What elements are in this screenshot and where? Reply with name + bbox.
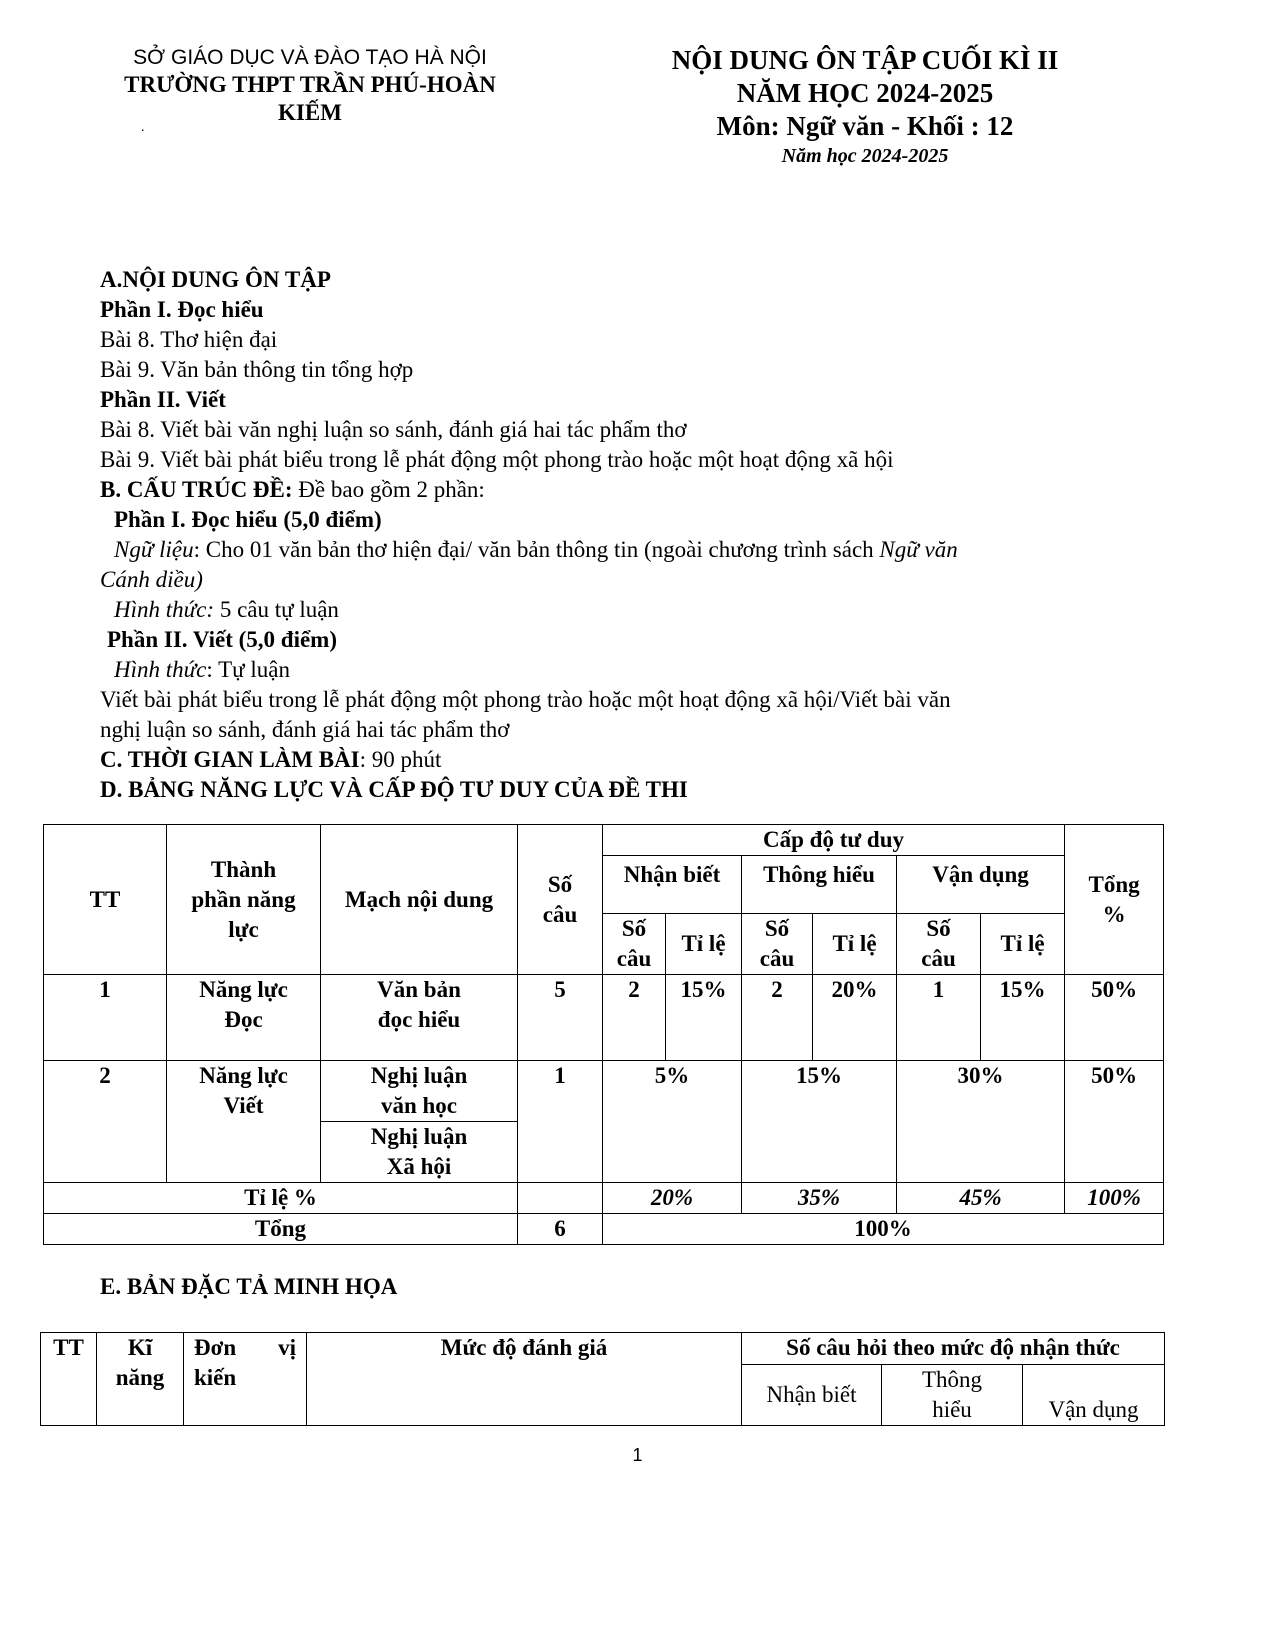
- th-th-so-cau: [742, 914, 813, 975]
- cell-total-percent: 100%: [603, 1214, 1164, 1245]
- section-a-part1-item: Bài 9. Văn bản thông tin tổng hợp: [100, 357, 414, 382]
- th-so-cau-l1: Số: [547, 871, 573, 897]
- th-muc-do-danh-gia: Mức độ đánh giá: [307, 1333, 742, 1426]
- ratio-row: [44, 1183, 1164, 1214]
- th-don-vi-l1: [194, 1333, 296, 1363]
- doc-school-year: NĂM HỌC 2024-2025: [736, 78, 994, 108]
- department-name: SỞ GIÁO DỤC VÀ ĐÀO TẠO HÀ NỘI: [133, 46, 487, 69]
- spec-table: [40, 1332, 1165, 1426]
- header-right: [620, 44, 1110, 169]
- doc-title: NỘI DUNG ÔN TẬP CUỐI KÌ II: [671, 45, 1059, 75]
- cell-nb: 5%: [603, 1061, 742, 1183]
- cell-total-so-cau: 6: [518, 1214, 603, 1245]
- section-b-part2-heading: Phần II. Viết (5,0 điểm): [107, 627, 337, 652]
- th-vd-so-cau: [897, 914, 981, 975]
- section-a-heading: A.NỘI DUNG ÔN TẬP: [100, 267, 331, 292]
- th-so-cau-hoi: Số câu hỏi theo mức độ nhận thức: [742, 1333, 1165, 1365]
- doc-year-italic: Năm học 2024-2025: [781, 145, 949, 167]
- cell-nang-luc-l2: Viết: [223, 1093, 264, 1118]
- cell-mach: [321, 1061, 518, 1122]
- th-ki-nang-l1: Kĩ: [127, 1335, 153, 1360]
- th-so-cau: [518, 825, 603, 975]
- th-vd-so-cau-l1: Số: [926, 916, 951, 941]
- cell-nb-so: 2: [603, 975, 666, 1061]
- cell-nang-luc-l1: Năng lực: [199, 977, 288, 1002]
- cell-nang-luc: [167, 975, 321, 1061]
- section-c-heading: C. THỜI GIAN LÀM BÀI: [100, 747, 360, 772]
- header-left: [100, 44, 520, 127]
- section-a-part1-item: Bài 8. Thơ hiện đại: [100, 327, 278, 352]
- hinh-thuc-2-line: [100, 655, 1180, 685]
- th-don-vi-word1: Đơn: [194, 1335, 237, 1360]
- th-vd-so-cau-l2: câu: [921, 946, 956, 971]
- section-d-heading: D. BẢNG NĂNG LỰC VÀ CẤP ĐỘ TƯ DUY CỦA ĐỀ THI: [100, 777, 688, 802]
- cell-nang-luc-l1: Năng lực: [199, 1063, 288, 1088]
- ngu-lieu-text: : Cho 01 văn bản thơ hiện đại/ văn bản thông tin (ngoài chương trình sách: [193, 537, 880, 562]
- th-nb-ti-le: Tỉ lệ: [666, 914, 742, 975]
- th-th-so-cau-l2: câu: [759, 946, 795, 971]
- hinh-thuc-2-text: : Tự luận: [206, 657, 290, 682]
- total-row: [44, 1214, 1164, 1245]
- th-thong-hieu: [882, 1365, 1023, 1426]
- th-tong: [1065, 825, 1164, 975]
- th-thong-hieu-l2: hiểu: [932, 1397, 972, 1422]
- cell-vd-so: 1: [897, 975, 981, 1061]
- cell-th-so: 2: [742, 975, 813, 1061]
- ngu-lieu-line: [100, 535, 1180, 565]
- th-thong-hieu: Thông hiểu: [742, 856, 897, 914]
- cell-mach: [321, 975, 518, 1061]
- cell-ratio-label: Tỉ lệ %: [44, 1183, 518, 1214]
- cell-ratio-nb: 20%: [603, 1183, 742, 1214]
- th-th-so-cau-l1: Số: [764, 916, 790, 941]
- th-thanh-phan-l2: phần năng: [191, 886, 296, 912]
- th-tt: TT: [44, 825, 167, 975]
- th-ki-nang-l2: năng: [115, 1365, 165, 1390]
- cell-mach: [321, 1122, 518, 1183]
- section-b-part1-heading: Phần I. Đọc hiểu (5,0 điểm): [114, 507, 382, 532]
- hinh-thuc-1-label: Hình thức:: [114, 597, 215, 622]
- section-e-heading: E. BẢN ĐẶC TẢ MINH HỌA: [100, 1274, 398, 1299]
- cell-mach-l2: Xã hội: [386, 1154, 452, 1179]
- th-mach-noi-dung: Mạch nội dung: [321, 825, 518, 975]
- stray-dot: .: [141, 120, 145, 135]
- th-so-cau-l2: câu: [542, 901, 578, 927]
- cell-ratio-th: 35%: [742, 1183, 897, 1214]
- cell-mach-l1: Văn bản: [377, 977, 461, 1002]
- th-vd-ti-le: Tỉ lệ: [981, 914, 1065, 975]
- th-nb-so-cau-l1: Số: [621, 916, 647, 941]
- section-c-line: [100, 745, 1180, 775]
- part2-description-line1: Viết bài phát biểu trong lễ phát động một phong trào hoặc một hoạt động xã hội/Viết bài văn: [100, 687, 951, 712]
- cell-mach-l2: văn học: [380, 1093, 458, 1118]
- cell-mach-l2: đọc hiểu: [377, 1007, 461, 1032]
- section-b-heading-line: [100, 475, 1180, 505]
- th-don-vi-kien-thuc: [184, 1333, 307, 1426]
- th-tt: TT: [41, 1333, 97, 1426]
- cell-ratio-vd: 45%: [897, 1183, 1065, 1214]
- th-nhan-biet: Nhận biết: [742, 1365, 882, 1426]
- section-b-heading-rest: Đề bao gồm 2 phần:: [292, 477, 485, 502]
- th-don-vi-word2: vị: [278, 1335, 296, 1360]
- hinh-thuc-2-label: Hình thức: [114, 657, 207, 682]
- th-thanh-phan-l1: Thành: [210, 856, 277, 882]
- school-name-line2: KIẾM: [278, 100, 342, 125]
- cell-vd-tl: 15%: [981, 975, 1065, 1061]
- cell-th: 15%: [742, 1061, 897, 1183]
- cell-tt: 1: [44, 975, 167, 1061]
- th-nb-so-cau-l2: câu: [616, 946, 652, 971]
- cell-so-cau: 1: [518, 1061, 603, 1183]
- section-a-part1-heading: Phần I. Đọc hiểu: [100, 297, 264, 322]
- th-thanh-phan: [167, 825, 321, 975]
- th-van-dung: Vận dụng: [1023, 1365, 1165, 1426]
- th-nhan-biet: Nhận biết: [603, 856, 742, 914]
- cell-so-cau: 5: [518, 975, 603, 1061]
- doc-subject: Môn: Ngữ văn - Khối : 12: [716, 111, 1014, 141]
- cell-nang-luc: [167, 1061, 321, 1183]
- part2-description-line2: nghị luận so sánh, đánh giá hai tác phẩm thơ: [100, 717, 510, 742]
- ngu-lieu-label: Ngữ liệu: [114, 537, 194, 562]
- cell-ratio-empty: [518, 1183, 603, 1214]
- th-thanh-phan-l3: lực: [228, 916, 259, 942]
- page-number: 1: [632, 1445, 643, 1465]
- th-tong-l1: Tổng: [1088, 871, 1140, 897]
- section-a-part2-heading: Phần II. Viết: [100, 387, 226, 412]
- th-th-ti-le: Tỉ lệ: [813, 914, 897, 975]
- cell-th-tl: 20%: [813, 975, 897, 1061]
- cell-mach-l1: Nghị luận: [370, 1063, 468, 1088]
- section-b-heading: B. CẤU TRÚC ĐỀ:: [100, 477, 293, 502]
- th-ki-nang: [97, 1333, 184, 1426]
- body-content: [100, 265, 1180, 805]
- th-don-vi-l2: kiến: [194, 1365, 237, 1390]
- ngu-lieu-book-line2: Cánh diều): [100, 567, 203, 592]
- cell-total-label: Tổng: [44, 1214, 518, 1245]
- th-tong-l2: %: [1102, 901, 1126, 927]
- cell-nb-tl: 15%: [666, 975, 742, 1061]
- cell-tong: 50%: [1065, 975, 1164, 1061]
- cell-tt: 2: [44, 1061, 167, 1183]
- table-row: [44, 975, 1164, 1061]
- cell-tong: 50%: [1065, 1061, 1164, 1183]
- section-c-text: : 90 phút: [359, 747, 442, 772]
- th-nb-so-cau: [603, 914, 666, 975]
- hinh-thuc-1-line: [100, 595, 1180, 625]
- cell-vd: 30%: [897, 1061, 1065, 1183]
- th-van-dung: Vận dụng: [897, 856, 1065, 914]
- th-thong-hieu-l1: Thông: [921, 1367, 983, 1392]
- cell-mach-l1: Nghị luận: [370, 1124, 468, 1149]
- competency-table: [43, 824, 1164, 1245]
- school-name-line1: TRƯỜNG THPT TRẦN PHÚ-HOÀN: [124, 72, 496, 97]
- cell-nang-luc-l2: Đọc: [224, 1007, 263, 1032]
- table-row: [44, 1061, 1164, 1122]
- ngu-lieu-book: Ngữ văn: [879, 537, 958, 562]
- cell-ratio-tong: 100%: [1065, 1183, 1164, 1214]
- section-a-part2-item: Bài 8. Viết bài văn nghị luận so sánh, đánh giá hai tác phẩm thơ: [100, 417, 687, 442]
- hinh-thuc-1-text: 5 câu tự luận: [214, 597, 339, 622]
- section-a-part2-item: Bài 9. Viết bài phát biểu trong lễ phát động một phong trào hoặc một hoạt động xã hội: [100, 447, 894, 472]
- th-cap-do-tu-duy: Cấp độ tư duy: [603, 825, 1065, 856]
